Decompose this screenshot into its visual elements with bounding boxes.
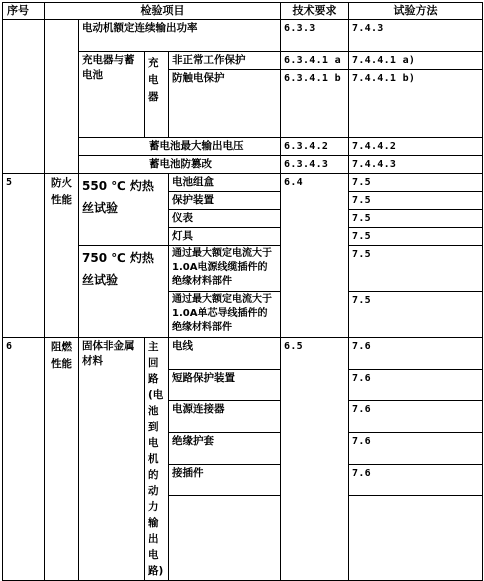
cell-method: 7.5 [349, 246, 483, 292]
cell-item: 通过最大额定电流大于1.0A电源线缆插件的绝缘材料部件 [169, 246, 281, 292]
cell-method: 7.4.4.3 [349, 156, 483, 174]
cell-method: 7.4.4.1 b) [349, 70, 483, 138]
cell-charger-sub: 充电器 [145, 52, 169, 138]
cell-method: 7.5 [349, 292, 483, 338]
cell-item: 防触电保护 [169, 70, 281, 138]
cell-category-flame: 阻燃性能 [45, 338, 79, 581]
col-header-no: 序号 [3, 3, 45, 20]
cell-item: 蓄电池防篡改 [79, 156, 281, 174]
cell-main-circuit: 主回路(电池到电机的动力输出电路) [145, 338, 169, 581]
cell-method: 7.6 [349, 464, 483, 496]
cell-method: 7.6 [349, 433, 483, 465]
cell-flame-group: 固体非金属材料 [79, 338, 145, 581]
cell-item: 接插件 [169, 464, 281, 496]
cell-method: 7.5 [349, 228, 483, 246]
cell-method: 7.5 [349, 192, 483, 210]
cell-req: 6.3.4.3 [281, 156, 349, 174]
cell-method-empty [349, 496, 483, 581]
cell-category-fire: 防火性能 [45, 174, 79, 338]
table-row [3, 174, 483, 192]
cell-no-fire: 5 [3, 174, 45, 338]
cell-item: 电线 [169, 338, 281, 370]
cell-method: 7.6 [349, 338, 483, 370]
cell-group-750: 750 ℃ 灼热丝试验 [79, 246, 169, 338]
table-row [3, 338, 483, 370]
cell-req: 6.3.4.1 b [281, 70, 349, 138]
cell-method: 7.5 [349, 210, 483, 228]
col-header-req: 技术要求 [281, 3, 349, 20]
cell-no-flame: 6 [3, 338, 45, 581]
cell-item: 绝缘护套 [169, 433, 281, 465]
col-header-method: 试验方法 [349, 3, 483, 20]
cell-method: 7.5 [349, 174, 483, 192]
inspection-table [2, 2, 483, 581]
cell-req: 6.3.4.1 a [281, 52, 349, 70]
table-header-row [3, 3, 483, 20]
cell-item-empty [169, 496, 281, 581]
cell-req: 6.3.3 [281, 20, 349, 52]
cell-req-flame: 6.5 [281, 338, 349, 581]
cell-method: 7.4.4.1 a) [349, 52, 483, 70]
cell-item: 仪表 [169, 210, 281, 228]
cell-item: 保护装置 [169, 192, 281, 210]
cell-item: 通过最大额定电流大于1.0A单芯导线插件的绝缘材料部件 [169, 292, 281, 338]
cell-method: 7.4.3 [349, 20, 483, 52]
cell-item: 灯具 [169, 228, 281, 246]
cell-method: 7.6 [349, 401, 483, 433]
cell-method: 7.6 [349, 369, 483, 401]
cell-item: 电池组盒 [169, 174, 281, 192]
cell-item: 电源连接器 [169, 401, 281, 433]
col-header-item: 检验项目 [45, 3, 281, 20]
cell-charger-battery-group: 充电器与蓄电池 [79, 52, 145, 138]
cell-method: 7.4.4.2 [349, 138, 483, 156]
cell-item: 蓄电池最大输出电压 [79, 138, 281, 156]
cell-group-550: 550 ℃ 灼热丝试验 [79, 174, 169, 246]
cell-item: 非正常工作保护 [169, 52, 281, 70]
cell-category-empty [45, 20, 79, 174]
cell-no-empty [3, 20, 45, 174]
cell-item: 电动机额定连续输出功率 [79, 20, 281, 52]
cell-req-fire: 6.4 [281, 174, 349, 338]
cell-req: 6.3.4.2 [281, 138, 349, 156]
table-row [3, 20, 483, 52]
cell-item: 短路保护装置 [169, 369, 281, 401]
